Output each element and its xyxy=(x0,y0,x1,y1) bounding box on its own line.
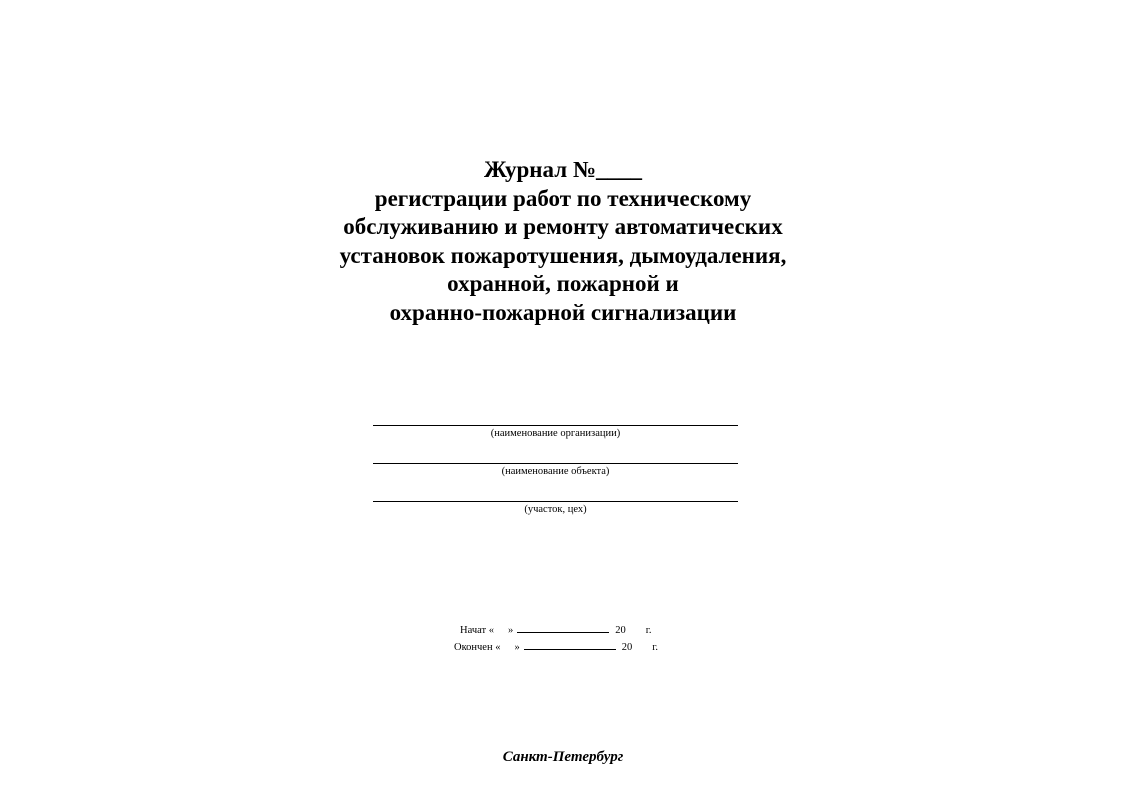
start-century: 20 xyxy=(615,625,626,636)
start-close-quote: » xyxy=(507,625,514,636)
start-month-blank[interactable] xyxy=(517,622,609,633)
start-date-row xyxy=(443,622,683,639)
section-field xyxy=(373,480,738,518)
end-close-quote: » xyxy=(514,641,520,653)
title-line-4: установок пожаротушения, дымоудаления, xyxy=(339,242,787,268)
section-fill-line[interactable] xyxy=(373,501,738,502)
object-field xyxy=(373,442,738,480)
title-line-5: охранной, пожарной и xyxy=(447,271,679,296)
end-century: 20 xyxy=(621,641,633,653)
title-line-6: охранно-пожарной сигнализации xyxy=(389,299,737,325)
city-name: Санкт-Петербург xyxy=(502,749,624,765)
end-date-row xyxy=(443,639,683,656)
section-caption: (участок, цех) xyxy=(524,504,587,515)
fill-in-fields xyxy=(373,404,738,518)
title-line-3: обслуживанию и ремонту автоматических xyxy=(343,214,783,239)
start-date-label: Начат « xyxy=(460,625,494,636)
end-month-blank[interactable] xyxy=(524,639,616,650)
journal-title xyxy=(243,156,883,327)
organization-caption: (наименование организации) xyxy=(490,428,621,439)
object-fill-line[interactable] xyxy=(373,463,738,464)
start-year-suffix: г. xyxy=(645,625,652,636)
title-line-1: Журнал №____ xyxy=(483,157,642,182)
object-caption: (наименование объекта) xyxy=(501,466,610,477)
end-year-suffix: г. xyxy=(652,641,658,653)
journal-dates xyxy=(443,622,683,655)
end-date-label: Окончен « xyxy=(454,641,501,653)
organization-field xyxy=(373,404,738,442)
title-line-2: регистрации работ по техническому xyxy=(374,185,752,211)
organization-fill-line[interactable] xyxy=(373,425,738,426)
